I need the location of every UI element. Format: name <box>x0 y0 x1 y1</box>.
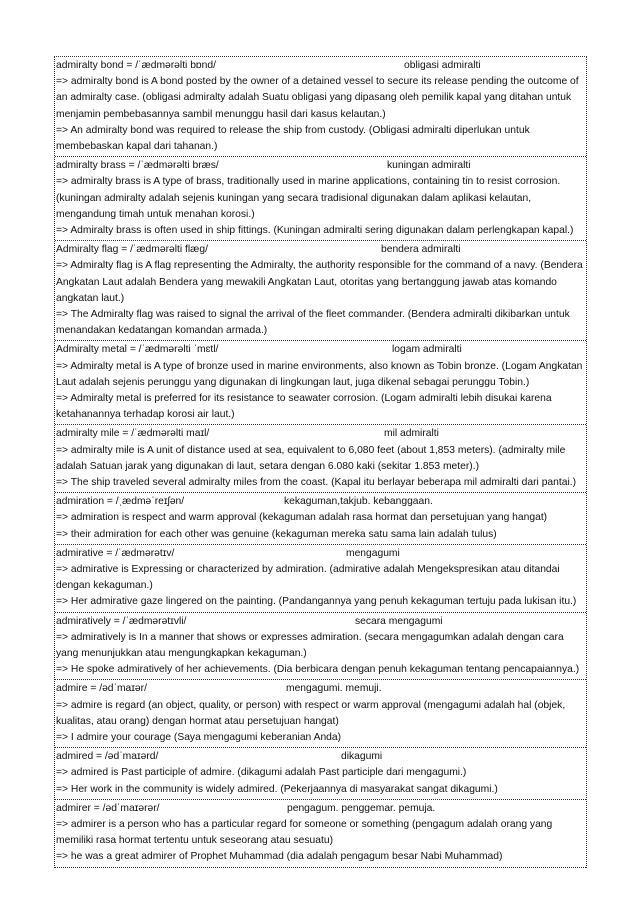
entry-definition: => admire is regard (an object, quality, or person) with respect or warm approval (mengagumi adalah hal (objek, kualitas, atau orang) dengan hormat atau persetujuan hangat) <box>56 699 566 727</box>
entry-translation: secara mengagumi <box>355 615 443 627</box>
entry-definition: => admirative is Expressing or characterized by admiration. (admirative adalah Mengekspresikan atau ditandai dengan kekaguman.) <box>56 563 560 592</box>
entry-translation: obligasi admiralti <box>404 60 481 71</box>
entry-definition: => admired is Past participle of admire. (dikagumi adalah Past participle dari mengagumi.) <box>56 767 467 779</box>
entry-example: => The ship traveled several admiralty miles from the coast. (Kapal itu berlayar beberapa mil admiralti dari pantai.) <box>56 477 577 488</box>
entry-translation: kekaguman,takjub. kebanggaan. <box>284 496 433 508</box>
entry-term: admiralty mile = /ˈædmərəlti maɪl/ <box>56 428 210 440</box>
entry-definition: => admiratively is In a manner that shows or expresses admiration. (secara mengagumkan adalah dengan cara yang menunjukkan atau mengungkapkan kekaguman.) <box>56 631 564 659</box>
entry-admiralty-bond <box>55 57 586 157</box>
entry-example: => he was a great admirer of Prophet Muhammad (dia adalah pengagum besar Nabi Muhammad) <box>56 851 503 863</box>
entry-admiralty-brass <box>55 157 586 241</box>
entry-admiralty-flag <box>55 241 586 341</box>
entry-term: admiralty bond = /ˈædmərəlti bɒnd/ <box>56 60 216 71</box>
entry-example: => their admiration for each other was genuine (kekaguman mereka satu sama lain adalah tulus) <box>56 528 497 540</box>
entry-translation: mengagumi. memuji. <box>286 683 382 695</box>
entry-example: => The Admiralty flag was raised to signal the arrival of the fleet commander. (Bendera admiralti dikibarkan untuk menandakan kedatangan komandan armada.) <box>56 309 570 337</box>
entry-translation: kuningan admiralti <box>387 160 471 172</box>
entry-example: => An admiralty bond was required to release the ship from custody. (Obligasi admiralti diperlukan untuk membebaskan kapal dari tahanan.) <box>56 124 530 152</box>
entry-translation: bendera admiralti <box>381 244 461 256</box>
entry-term: Admiralty metal = /ˈædmərəlti ˈmɛtl/ <box>56 344 219 356</box>
glossary-document <box>54 56 587 868</box>
entry-example: => Her work in the community is widely admired. (Pekerjaannya di masyarakat sangat dikagumi.) <box>56 783 498 795</box>
entry-admiratively <box>55 613 586 681</box>
entry-definition: => admiralty mile is A unit of distance used at sea, equivalent to 6,080 feet (about 1,853 meters). (admiralty mile adalah Satuan jarak yang digunakan di laut, setara dengan 6.080 kaki (sekitar 1.853 meter).) <box>56 444 566 472</box>
entry-translation: mil admiralti <box>384 428 439 440</box>
entry-definition: => admiralty bond is A bond posted by the owner of a detained vessel to secure its release pending the outcome of an admiralty case. (obligasi admiralty adalah Suatu obligasi yang dipasang oleh pemilik kapal yang ditahan untuk menjamin pembebasannya sambil menunggu hasil dari kasus kelautan.) <box>56 76 579 120</box>
entry-translation: mengagumi <box>346 547 400 559</box>
entry-admiralty-mile <box>55 425 586 493</box>
entry-translation: logam admiralti <box>392 344 462 356</box>
entry-definition: => admiration is respect and warm approval (kekaguman adalah rasa hormat dan persetujuan yang hangat) <box>56 512 548 524</box>
entry-term: admire = /ədˈmaɪər/ <box>56 683 147 695</box>
entry-term: admiration = /ˌædməˈreɪʃən/ <box>56 496 185 508</box>
entry-translation: dikagumi <box>341 751 383 763</box>
entry-term: Admiralty flag = /ˈædmərəlti flæg/ <box>56 244 208 256</box>
entry-term: admiralty brass = /ˈædmərəlti bræs/ <box>56 160 219 172</box>
entry-translation: pengagum. penggemar. pemuja. <box>287 802 436 814</box>
entry-admire <box>55 680 586 748</box>
entry-example: => Admiralty metal is preferred for its resistance to seawater corrosion. (Logam admiralti lebih disukai karena ketahanannya terhadap korosi air laut.) <box>56 393 552 421</box>
entry-example: => Admiralty brass is often used in ship fittings. (Kuningan admiralti sering digunakan dalam perlengkapan kapal.) <box>56 225 574 236</box>
entry-definition: => Admiralty metal is A type of bronze used in marine environments, also known as Tobin bronze. (Logam Angkatan Laut adalah sejenis perunggu yang digunakan di lingkungan laut, juga dikenal sebagai perunggu Tobin.) <box>56 360 583 388</box>
entry-definition: => admiralty brass is A type of brass, traditionally used in marine applications, containing tin to resist corrosion. (kuningan admiralty adalah sejenis kuningan yang secara tradisional digunakan dalam aplikasi kelautan, mengandung timah untuk menahan korosi.) <box>56 176 561 220</box>
entry-definition: => Admiralty flag is A flag representing the Admiralty, the authority responsible for the command of a navy. (Bendera Angkatan Laut adalah Bendera yang mewakili Angkatan Laut, otoritas yang bertanggung jawab atas komando angkatan laut.) <box>56 260 583 304</box>
entry-term: admired = /ədˈmaɪərd/ <box>56 751 159 763</box>
entry-example: => Her admirative gaze lingered on the painting. (Pandangannya yang penuh kekaguman tertuju pada lukisan itu.) <box>56 596 577 608</box>
entry-term: admirer = /ədˈmaɪərər/ <box>56 802 160 814</box>
entry-admired <box>55 748 586 800</box>
entry-example: => I admire your courage (Saya mengagumi keberanian Anda) <box>56 731 342 743</box>
entry-admiralty-metal <box>55 341 586 425</box>
entry-example: => He spoke admiratively of her achievements. (Dia berbicara dengan penuh kekaguman tentang pencapaiannya.) <box>56 664 580 676</box>
entry-term: admirative = /ˈædmərətɪv/ <box>56 547 175 559</box>
entry-admirative <box>55 545 586 613</box>
entry-definition: => admirer is a person who has a particular regard for someone or something (pengagum adalah orang yang memiliki rasa hormat tertentu untuk seseorang atau sesuatu) <box>56 818 553 847</box>
entry-admirer <box>55 800 586 868</box>
entry-admiration <box>55 493 586 545</box>
entry-term: admiratively = /ˈædmərətɪvli/ <box>56 615 187 627</box>
